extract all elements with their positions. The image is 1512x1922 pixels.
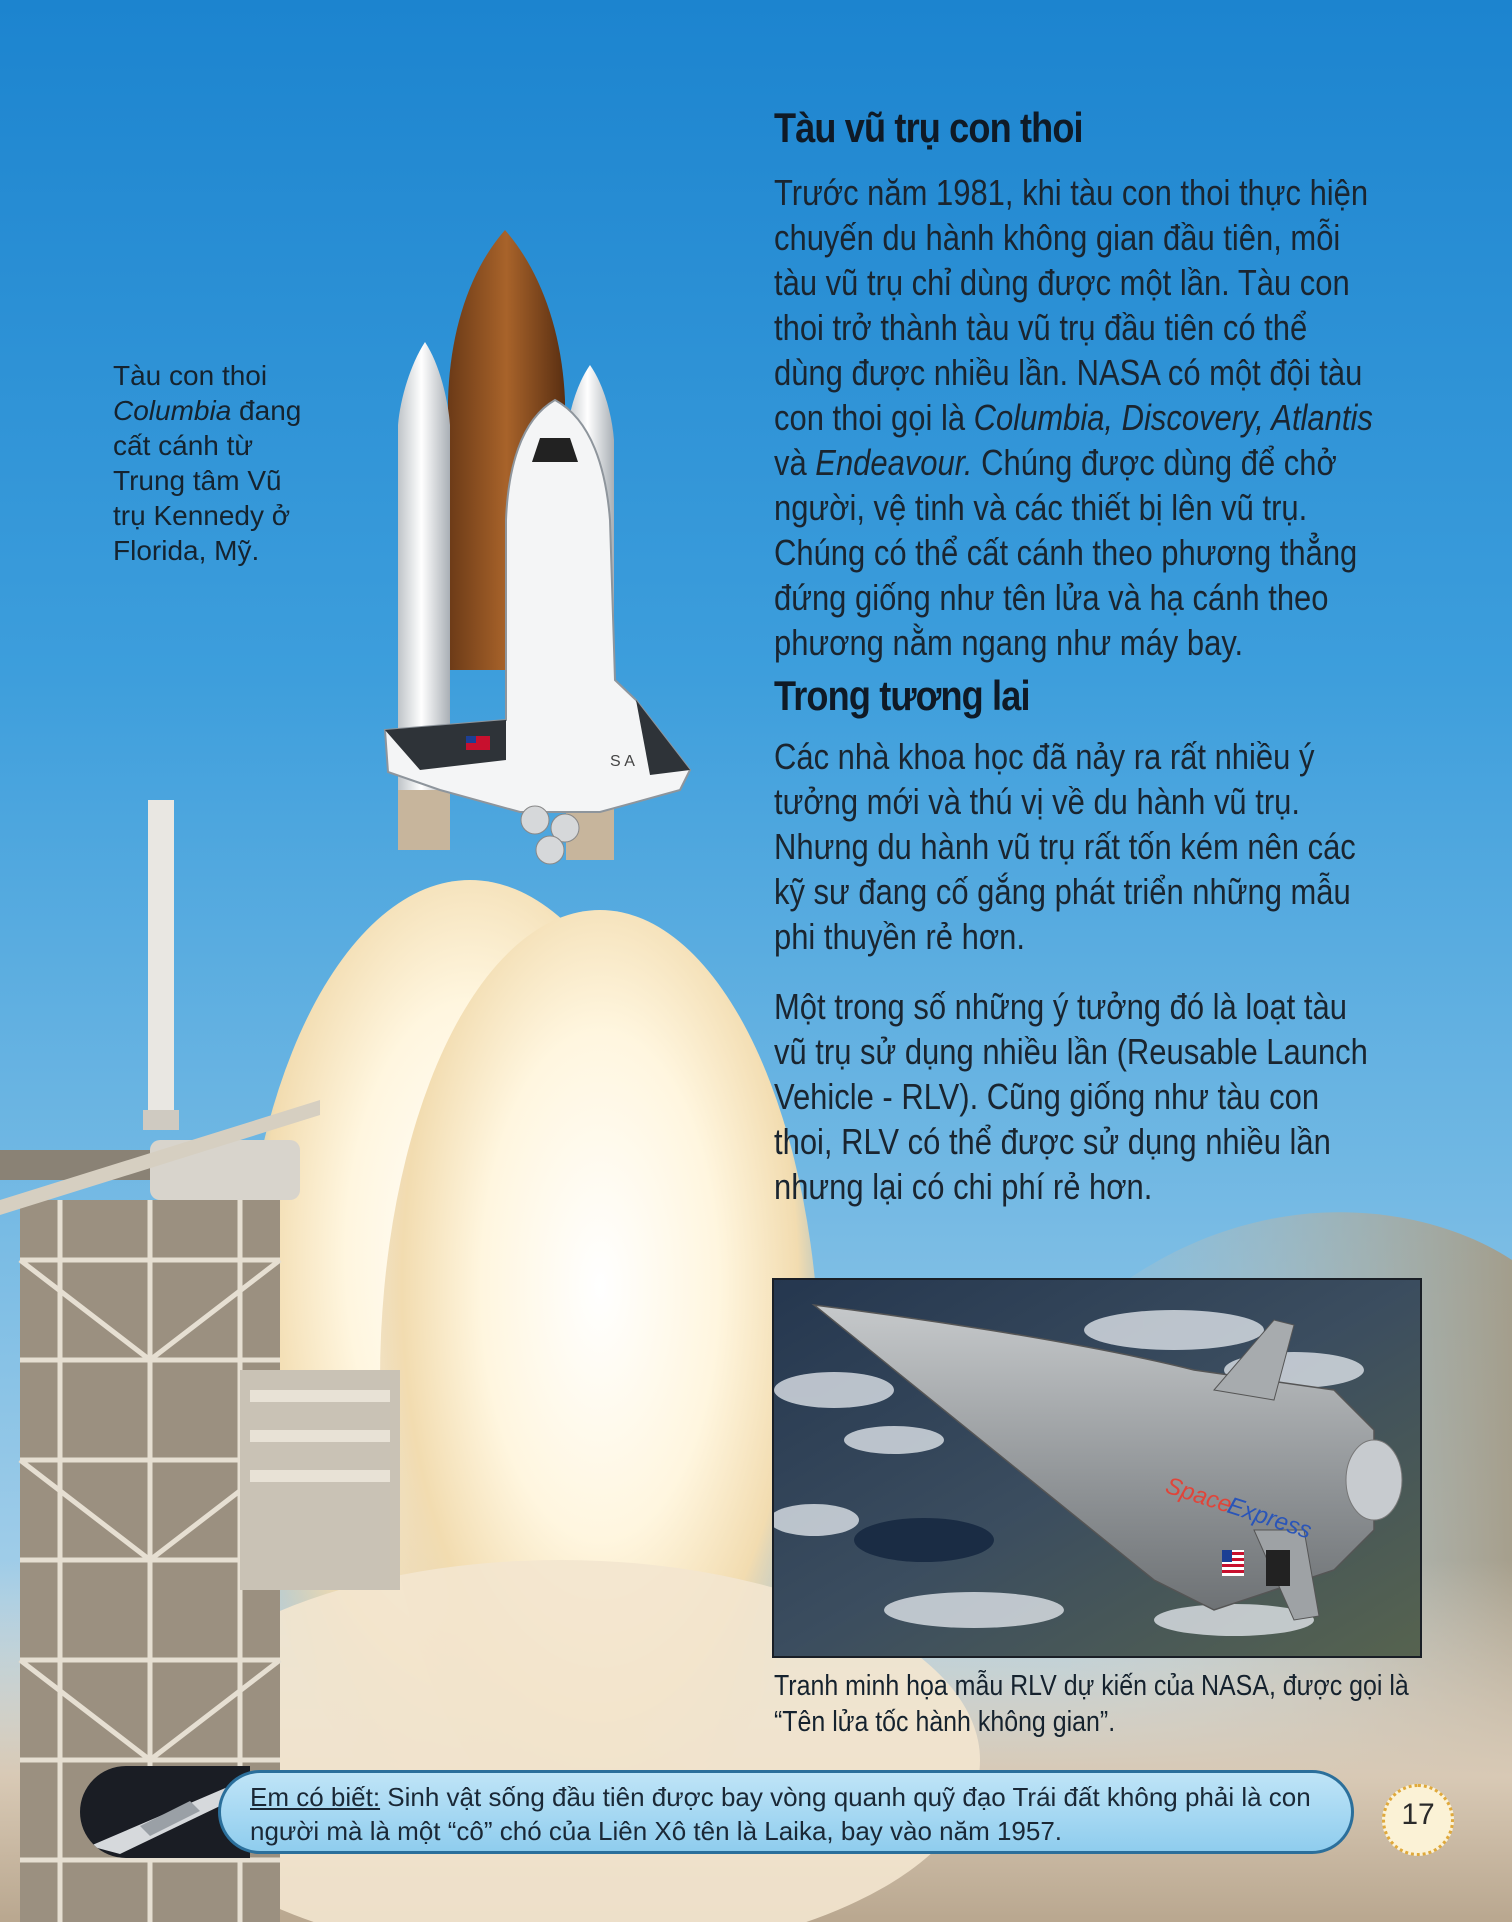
- space-shuttle: [385, 230, 690, 864]
- shuttle-names: Columbia, Discovery, Atlantis: [973, 397, 1373, 438]
- paragraph-future-1: Các nhà khoa học đã nảy ra rất nhiều ý tưởng mới và thú vị về du hành vũ trụ. Nhưng du hành vũ trụ rất tốn kém nên các kỹ sư đang cố gắng phát triển những mẫu phi thuyền rẻ hơn.: [774, 736, 1356, 957]
- section-heading-shuttle: Tàu vũ trụ con thoi: [774, 104, 1083, 151]
- paragraph-shuttle-text: Trước năm 1981, khi tàu con thoi thực hiện chuyến du hành không gian đầu tiên, mỗi tàu vũ trụ chỉ dùng được một lần. Tàu con thoi trở thành tàu vũ trụ đầu tiên có thể dùng được nhiều lần. NASA có một đội tàu con thoi gọi là: [774, 172, 1369, 438]
- rlv-caption: Tranh minh họa mẫu RLV dự kiến của NASA, được gọi là “Tên lửa tốc hành không gian”.: [774, 1670, 1409, 1738]
- rlv-artwork: [774, 1280, 1420, 1656]
- spaceexpress-logo-express: Express: [1224, 1492, 1315, 1545]
- paragraph-shuttle-text-end: Chúng được dùng để chở người, vệ tinh và các thiết bị lên vũ trụ. Chúng có thể cất cánh theo phương thẳng đứng giống như tên lửa và hạ cánh theo phương nằm ngang như máy bay.: [774, 442, 1358, 663]
- paragraph-shuttle: [774, 170, 1376, 665]
- conjunction: và: [774, 442, 816, 483]
- did-you-know-text: [250, 1780, 1340, 1848]
- rlv-illustration: [772, 1278, 1422, 1658]
- did-you-know-label: Em có biết:: [250, 1782, 381, 1812]
- shuttle-photo-caption: [113, 358, 313, 568]
- caption-text-start: Tàu con thoi: [113, 360, 268, 391]
- page-number: 17: [1401, 1798, 1435, 1831]
- did-you-know-body: Sinh vật sống đầu tiên được bay vòng quanh quỹ đạo Trái đất không phải là con người mà là một “cô” chó của Liên Xô tên là Laika, bay vào năm 1957.: [250, 1782, 1311, 1846]
- paragraph-future-2: Một trong số những ý tưởng đó là loạt tàu vũ trụ sử dụng nhiều lần (Reusable Launch Vehicle - RLV). Cũng giống như tàu con thoi, RLV có thể được sử dụng nhiều lần nhưng lại có chi phí rẻ hơn.: [774, 986, 1368, 1207]
- caption-text-rest: đang cất cánh từ Trung tâm Vũ trụ Kennedy ở Florida, Mỹ.: [113, 395, 302, 566]
- section-heading-future: Trong tương lai: [774, 672, 1030, 719]
- spaceexpress-logo-space: Space: [1162, 1472, 1236, 1519]
- caption-shuttle-name: Columbia: [113, 395, 232, 426]
- shuttle-name-last: Endeavour.: [815, 442, 973, 483]
- shuttle-marking: S A: [610, 753, 635, 770]
